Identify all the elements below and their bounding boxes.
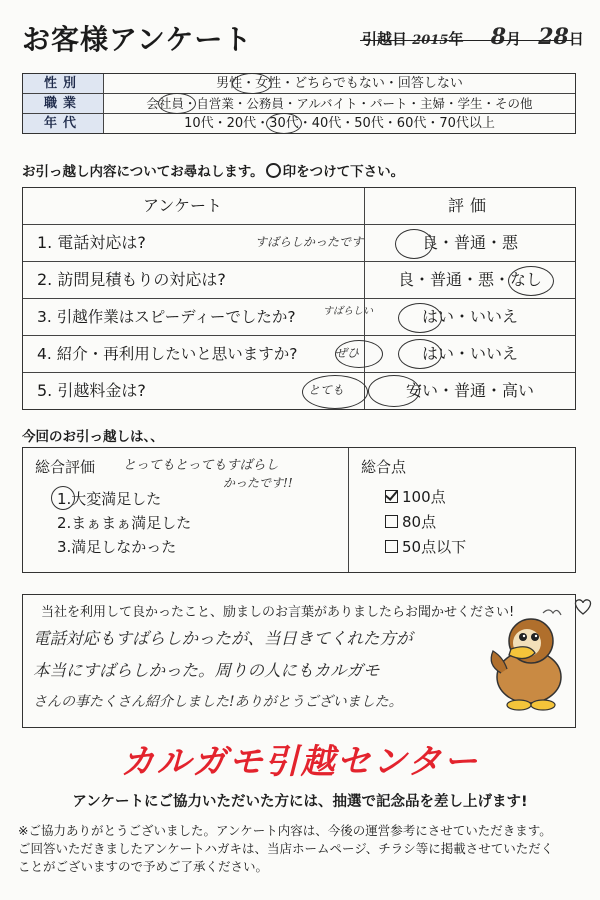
comment-box: [22, 594, 576, 728]
checkbox-checked-icon: [385, 490, 398, 503]
selection-circle: [158, 93, 196, 114]
page-title: お客様アンケート: [22, 23, 253, 56]
date-month-suffix: 月: [506, 30, 522, 48]
selection-circle: [302, 375, 368, 409]
gift-notice: アンケートにご協力いただいた方には、抽選で記念品を差し上げます!: [72, 794, 528, 810]
survey-question: 5. 引越料金は?: [37, 381, 146, 400]
score-option-label: 100点: [402, 488, 446, 506]
survey-table: [22, 187, 576, 410]
profile-value: 男性・女性・どちらでもない・回答しない: [216, 76, 463, 91]
profile-value: 会社員・自営業・公務員・アルバイト・パート・主婦・学生・その他: [146, 96, 533, 111]
date-month: 8: [490, 24, 506, 50]
survey-answer: 安い・普通・高い: [405, 381, 534, 400]
move-date-label: [362, 24, 584, 50]
profile-label: 年代: [23, 114, 104, 133]
survey-intro-tail: 印をつけて下さい。: [282, 164, 405, 180]
survey-question: 1. 電話対応は?: [37, 233, 146, 252]
footer-note-line: ご回答いただきましたアンケートハガキは、当店ホームページ、チラシ等に掲載させていただく: [18, 841, 554, 856]
checkbox-icon: [385, 540, 398, 553]
circle-mark-icon: [266, 163, 281, 178]
selection-circle: [335, 340, 383, 368]
heart-icon: [572, 598, 594, 616]
comment-line: 本当にすばらしかった。周りの人にもカルガモ: [33, 661, 380, 680]
footer-notes: [18, 822, 584, 876]
survey-row: [23, 299, 575, 336]
eval-label: 総合評価: [35, 458, 96, 476]
overall-score-panel: [349, 448, 575, 572]
survey-row: [23, 373, 575, 409]
date-day: 28: [538, 24, 569, 50]
survey-intro-text: お引っ越し内容についてお尋ねします。: [22, 164, 264, 180]
selection-circle: [395, 229, 433, 259]
eval-note-line2: かったです!!: [223, 476, 293, 490]
date-year-suffix: 年: [448, 30, 464, 48]
score-option-label: 80点: [402, 513, 437, 531]
comment-line: 電話対応もすばらしかったが、当日きてくれた方が: [33, 629, 413, 648]
selection-circle: [266, 113, 302, 134]
profile-value: 10代・20代・30代・40代・50代・60代・70代以上: [184, 116, 495, 131]
survey-note: すばらしかったです: [255, 235, 364, 249]
eval-note-line1: とってもとってもすばらし: [123, 458, 279, 473]
survey-header-question: アンケート: [23, 188, 365, 224]
score-option-100: [385, 486, 446, 507]
profile-label: 性別: [23, 74, 104, 93]
score-option-80: [385, 511, 436, 532]
survey-note: すばらしい: [323, 306, 373, 317]
survey-answer: 良・普通・悪・なし: [397, 270, 542, 289]
date-day-suffix: 日: [568, 30, 584, 48]
survey-note: とても: [308, 383, 345, 397]
date-underline: [360, 40, 572, 41]
score-label: 総合点: [361, 458, 407, 476]
brand-logo: カルガモ引越センター: [120, 742, 480, 782]
eval-option: 3.満足しなかった: [57, 538, 177, 556]
duck-mascot-icon: [481, 607, 573, 712]
survey-question: 3. 引越作業はスピーディーでしたか?: [37, 308, 296, 326]
date-year: 2015: [412, 33, 449, 48]
selection-circle: [232, 73, 272, 94]
survey-answer: 良・普通・悪: [421, 233, 518, 252]
checkbox-icon: [385, 515, 398, 528]
footer-note-line: ※ご協力ありがとうございました。アンケート内容は、今後の運営参考にさせていただきます。: [18, 823, 552, 838]
footer-note-line: ことがございますので予めご了承ください。: [18, 859, 269, 874]
survey-row: [23, 225, 575, 262]
eval-option: 1.大変満足した: [57, 490, 162, 508]
survey-row: [23, 336, 575, 373]
score-option-label: 50点以下: [402, 538, 467, 556]
profile-row-gender: [23, 74, 575, 94]
survey-question: 4. 紹介・再利用したいと思いますか?: [37, 345, 298, 363]
selection-circle: [51, 486, 75, 510]
selection-circle: [368, 375, 420, 407]
comment-line: さんの事たくさん紹介しました!ありがとうございました。: [33, 694, 403, 710]
survey-header-row: [23, 188, 575, 225]
overall-heading: 今回のお引っ越しは、、: [22, 429, 164, 445]
survey-question: 2. 訪問見積もりの対応は?: [37, 270, 226, 289]
selection-circle: [398, 339, 442, 369]
profile-label: 職業: [23, 94, 104, 113]
selection-circle: [398, 303, 442, 333]
overall-box: [22, 447, 576, 573]
overall-eval-panel: [23, 448, 349, 572]
comment-prompt: 当社を利用して良かったこと、励ましのお言葉がありましたらお聞かせください!: [41, 605, 515, 620]
profile-row-occupation: [23, 94, 575, 114]
survey-note: ぜひ: [335, 346, 360, 360]
survey-answer: はい・いいえ: [421, 307, 518, 326]
score-option-50: [385, 536, 466, 557]
eval-option: 2.まぁまぁ満足した: [57, 514, 192, 532]
survey-intro: [22, 160, 404, 180]
survey-answer: はい・いいえ: [421, 344, 518, 363]
date-label-text: 引越日: [362, 30, 408, 48]
selection-circle: [508, 266, 554, 296]
survey-header-rating: 評価: [447, 196, 492, 215]
survey-row: [23, 262, 575, 299]
